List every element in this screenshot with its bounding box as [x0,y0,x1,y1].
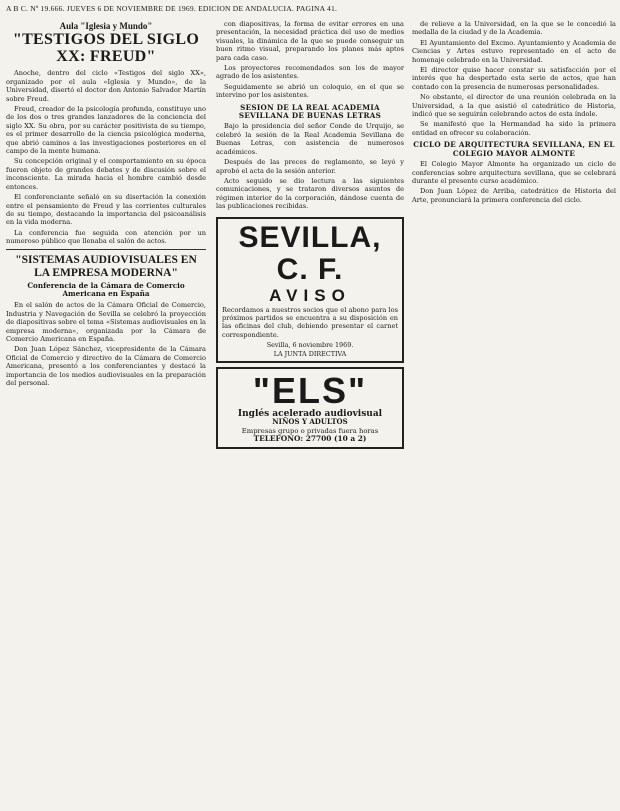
paragraph: La conferencia fue seguida con atención por un numeroso público que llenaba el salón de actos. [6,228,206,246]
ad-line: Empresas grupo o privadas fuera horas [241,426,379,435]
paragraph: El Ayuntamiento del Excmo. Ayuntamiento y Academia de Ciencias y Artes estuvo representado en el acto de homenaje celebrado en la Universidad. [412,38,616,64]
paragraph: Don Juan López Sánchez, vicepresidente de la Cámara Oficial de Comercio y directivo de la Cámara de Comercio Americana, presentó a los conferenciantes y destacó la importancia de los medios audiovisuales en la preparación del personal. [6,345,206,387]
ad-line: Inglés acelerado audiovisual [237,408,383,419]
paragraph: con diapositivas, la forma de evitar errores en una presentación, la necesidad práctica del uso de medios visuales, la dinámica de la que se puede conseguir un buen ritmo visual, preparando los planes más aptos para cada caso. [216,20,404,62]
paragraph: El director quiso hacer constar su satisfacción por el interés que ha despertado esta serie de actos, que han contado con la presencia de numerosas personalidades. [412,66,616,91]
paragraph: Después de las preces de reglamento, se leyó y aprobó el acta de la sesión anterior. [216,158,404,175]
section-heading: CICLO DE ARQUITECTURA SEVILLANA, EN EL COLEGIO MAYOR ALMONTE [413,140,615,158]
column-2 [216,20,404,453]
kicker: Aula "Iglesia y Mundo" [59,21,153,31]
ad-line: NIÑOS Y ADULTOS [272,417,348,427]
paragraph: En el salón de actos de la Cámara Oficial de Comercio, Industria y Navegación de Sevilla se celebró la proyección de diapositivas sobre el tema «Sistemas audiovisuales en la empresa moderna», organizada por la Cámara de Comercio Americana en España. [6,301,206,343]
advertisement-sevilla [216,217,404,363]
paragraph: Su concepción original y el comportamiento en su época fueron objeto de grandes debates y de discusión sobre el inconsciente. La mirada hacia el hombre cambió desde entonces. [6,157,206,191]
paragraph: Freud, creador de la psicología profunda, constituye uno de los dos o tres grandes lanzadores de la conciencia del siglo XX. Su obra, por su carácter positivista de su tiempo, es el primer desarrollo de la ciencia psicológica moderna, que abrió caminos a las investigaciones posteriores en el campo de la mente humana. [6,105,206,156]
paragraph: El conferenciante señaló en su disertación la conexión entre el pensamiento de Freud y las corrientes culturales de su tiempo, destacando la importancia del psicoanálisis en la vida moderna. [6,193,206,227]
advertisement-els [216,367,404,449]
paragraph: Seguidamente se abrió un coloquio, en el que se intervino por los asistentes. [216,82,404,100]
column-3 [412,20,616,206]
paragraph: Bajo la presidencia del señor Conde de Urquijo, se celebró la sesión de la Real Academia Sevillana de Buenas Letras, con asistencia de numerosos académicos. [216,122,404,156]
paragraph: Acto seguido se dio lectura a las siguientes comunicaciones, y se trataron diversos asuntos de régimen interior de la corporación, dándose cuenta de las publicaciones recibidas. [216,176,404,211]
page-header: A B C. Nº 19.666. JUEVES 6 DE NOVIEMBRE DE 1969. EDICION DE ANDALUCIA. PAGINA 41. [6,4,338,13]
section-heading: SESION DE LA REAL ACADEMIA SEVILLANA DE BUENAS LETRAS [238,102,382,121]
ad-title: "ELS" [252,369,368,411]
column-1 [6,20,206,389]
paragraph: El Colegio Mayor Almonte ha organizado un ciclo de conferencias sobre arquitectura sevillana, que se celebrará durante el presente curso académico. [412,160,616,185]
ad-phone: TELEFONO: 27700 (10 a 2) [253,434,367,444]
ad-signature: LA JUNTA DIRECTIVA [273,349,347,358]
paragraph: Don Juan López de Arriba, catedrático de Historia del Arte, pronunciará la primera conferencia del ciclo. [412,187,616,204]
ad-title: SEVILLA, C. F. [238,220,382,286]
paragraph: Anoche, dentro del ciclo «Testigos del siglo XX», organizado por el aula «Iglesia y Mundo», de la Universidad, disertó el doctor don Antonio Salvador Martín sobre Freud. [6,69,206,103]
ad-subtitle: AVISO [269,285,351,305]
paragraph: Los proyectores recomendados son los de mayor agrado de los asistentes. [216,64,404,81]
ad-signature-place: Sevilla, 6 noviembre 1969. [266,341,354,350]
ad-body: Recordamos a nuestros socios que el abono para los próximos partidos se encuentra a su disposición en las oficinas del club, debiendo presentar el carnet correspondiente. [222,305,398,339]
divider [6,249,206,250]
paragraph: No obstante, el director de una reunión celebrada en la Universidad, a la que asistió el catedrático de Historia, indicó que se seguirán celebrando actos de esta índole. [412,93,616,119]
paragraph: Se manifestó que la Hermandad ha sido la primera entidad en ofrecer su colaboración. [412,120,616,137]
paragraph: de relieve a la Universidad, en la que se le concedió la medalla de la ciudad y de la Academia. [412,20,616,37]
headline: "TESTIGOS DEL SIGLO XX: FREUD" [12,31,200,66]
headline: "SISTEMAS AUDIOVISUALES EN LA EMPRESA MODERNA" [15,253,197,279]
subheadline: Conferencia de la Cámara de Comercio Americana en España [27,280,185,298]
